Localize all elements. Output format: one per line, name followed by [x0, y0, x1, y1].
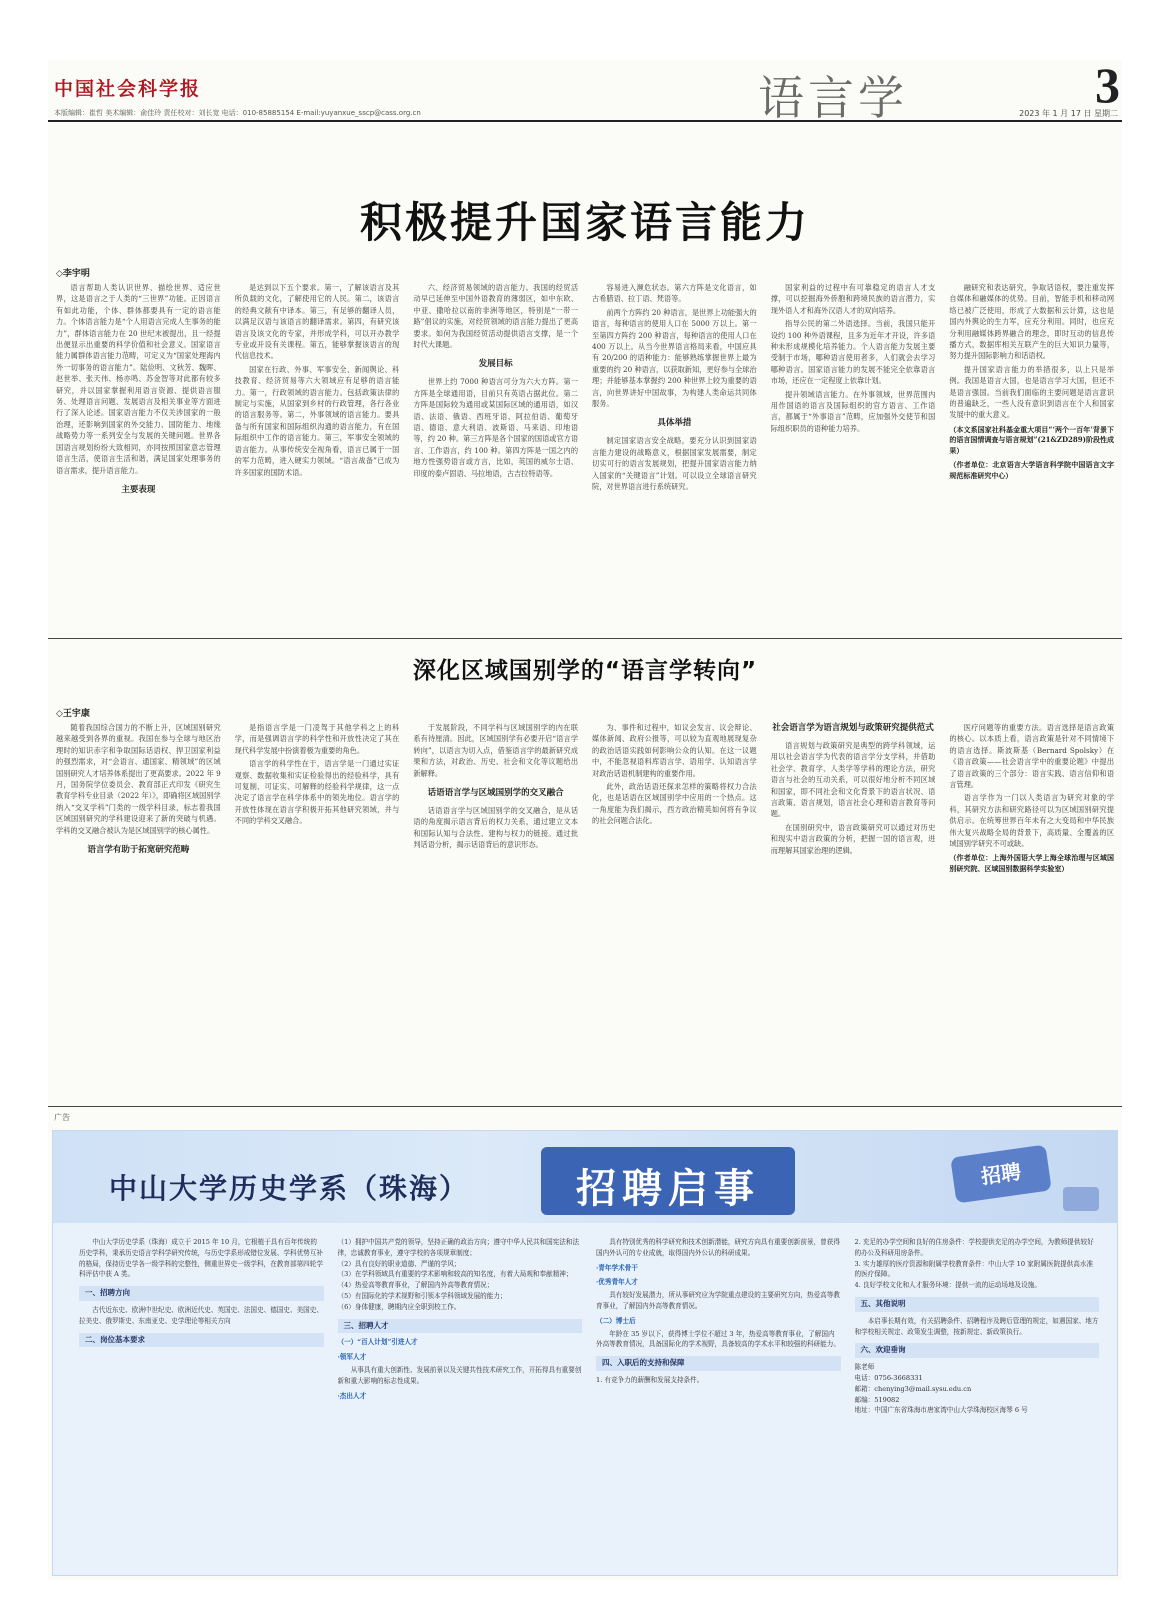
paper-name: 中国社会科学报: [54, 78, 202, 100]
ad-banner: [53, 1131, 1118, 1223]
ad-column: [596, 1237, 841, 1567]
paragraph: 在国别研究中，语言政策研究可以通过对历史和现实中语言政策的分析，把握一国的语言观，进而理解其国家治理的逻辑。: [770, 822, 936, 855]
article2-column: [949, 722, 1114, 1098]
ad-talent-type: ·青年学术骨干: [596, 1263, 638, 1272]
ad-subsection: （一）“百人计划”引进人才: [337, 1338, 418, 1347]
article2-column: [592, 722, 757, 1098]
article1-author: ◇李宇明: [56, 269, 90, 279]
ad-talent-type: ·杰出人才: [337, 1391, 367, 1400]
paragraph: 医疗问题等的重要方法。语言选择是语言政策的核心。以本质上看，语言政策是针对不同情境下的语言选择。斯波斯基（Bernard Spolsky）在《语言政策——社会语言学中的重要论题》中提出了语言政策的三个部分：语言实践、语言信仰和语言管理。: [949, 723, 1115, 790]
ad-requirement: （6）身体健康，聘期内应全职到校工作。: [337, 1302, 461, 1311]
article1-column: [413, 282, 578, 622]
ad-postcode: 邮编：519082: [854, 1395, 900, 1404]
ad-talent-type: ·领军人才: [337, 1353, 367, 1362]
article2-column: [413, 722, 578, 1098]
paragraph: 语言规划与政策研究是典型的跨学科领域，运用以社会语言学为代表的语言学分支学科，并借助社会学、教育学、人类学等学科的理论方法，研究语言与社会的互动关系，可以很好地分析不同区域和国家，即不同社会和文化背景下的语言状况、语言政策、语言规划，语言社会心理和语言教育等问题。: [770, 741, 936, 819]
ad-postdoc-desc: 年龄在 35 岁以下，获得博士学位不超过 3 年，热爱高等教育事业，了解国内外高等教育情况，具备国际化的学术视野，具备较高的学术水平和较强的科研能力。: [596, 1329, 840, 1349]
author-affiliation: （作者单位：上海外国语大学上海全球治理与区域国别研究院、区域国别数据科学实验室）: [949, 853, 1115, 873]
ad-support-item: 4. 良好学校文化和人才服务环境：提供一流的运动场地及设施。: [854, 1281, 1041, 1290]
paragraph: 话语语言学与区域国别学的交叉融合，是从话语的角度揭示语言背后的权力关系，通过建立文本和国际认知与合法性、建构与权力的链接。通过批判话语分析，揭示话语背后的意识形态。: [413, 806, 579, 850]
ad-column: [79, 1237, 324, 1567]
ad-label: 广告: [54, 1113, 70, 1122]
paragraph: 为、事件和过程中，如议会发言、议会辩论、媒体新闻、政府公报等，可以较为直观地展现复杂的政治话语实践如何影响公众的认知。在这一议题中，不能忽视语料库语言学、语用学、认知语言学对政治话语机制建构的重要作用。: [592, 723, 757, 778]
ad-phone: 电话：0756-3668331: [854, 1373, 923, 1382]
subhead: 话语语言学与区域国别学的交叉融合: [427, 788, 564, 799]
subhead: 发展目标: [478, 359, 513, 370]
masthead: [48, 57, 1122, 125]
ad-divider: [48, 1106, 1122, 1107]
subhead: 社会语言学为语言规划与政策研究提供范式: [772, 723, 934, 733]
ad-requirement: （5）有国际化的学术视野和引领本学科领域发展的能力；: [337, 1291, 507, 1300]
ad-other-notes: 本启事长期有效，有关招聘条件、招聘程序及聘后管理的规定，如遇国家、地方和学校相关规定、政策发生调整，按新规定、新政策执行。: [854, 1316, 1099, 1336]
paragraph: 此外，政治话语还探求怎样的策略将权力合法化，也是话语在区域国别学中应用的一个热点。这一角度能为我们揭示，西方政治精英如何将有争议的社会问题合法化。: [592, 782, 757, 826]
ad-body: [79, 1237, 1099, 1567]
ad-requirement: （3）在学科领域具有重要的学术影响和较高的知名度，有着大局观和奉献精神；: [337, 1270, 573, 1279]
paragraph: 语言学作为一门以人类语言为研究对象的学科，其研究方法和研究路径可以为区域国别研究提供启示。在统筹世界百年未有之大变局和中华民族伟大复兴战略全局的背景下，高质量、全覆盖的区域国别学研究不可或缺。: [949, 793, 1115, 849]
article2-body: [56, 722, 1114, 1098]
paragraph: 国家利益的过程中有可靠稳定的语言人才支撑，可以挖掘海外侨胞和跨境民族的语言潜力，实现外语人才和海外汉语人才的双向培养。: [770, 283, 936, 315]
article2-headline: 深化区域国别学的“语言学转向”: [412, 658, 758, 684]
paragraph: 六、经济贸易领域的语言能力。我国的经贸活动早已延伸至中国外语教育的薄弱区，如中东欧、中亚、撒哈拉以南的非洲等地区，特别是“一带一路”倡议的实施，对经贸领域的语言能力提出了更高要求。如何为我国经贸活动提供语言支撑，是一个时代大课题。: [413, 283, 579, 350]
article2-column: [771, 722, 936, 1098]
article1-column: [235, 282, 400, 622]
ad-badge-label: 招聘: [979, 1159, 1023, 1189]
paragraph: 随着我国综合国力的不断上升，区域国别研究越来越受到各界的重视。我国在参与全球与地区治理时的知识赤字和争取国际话语权、捍卫国家利益的强烈需求，对“会语言、通国家、精领域”的区域国别研究人才培养体系提出了更高要求。2022 年 9 月，国务院学位委员会、教育部正式印发《研究生教育学科专业目录（2022 年）》，即确将区域国别学纳入“交叉学科”门类的一级学科目录，标志着我国区域国别研究的学科建设迎来了新的突破与机遇。学科的交叉融合被认为是区域国别学的核心属性。: [56, 723, 221, 835]
paragraph: 融研究和表达研究，争取话语权，要注重发挥自媒体和融媒体的优势。目前，智能手机和移动网络已被广泛使用，形成了大数据和云计算，这也是国内外舆论的生力军，应充分利用。同时，也应充分利用融媒体跨界融合的理念，即时互动的信息传播方式，数据库相关互联产生的巨大知识力量等，努力提升国际影响力和话语权。: [949, 283, 1115, 361]
article1-column: [56, 282, 221, 622]
ad-support-item: 2. 充足的办学空间和良好的住房条件：学校提供充足的办学空间，为教师提供较好的办公及科研用房条件。: [854, 1238, 1094, 1257]
paragraph: 是达到以下五个要求。第一，了解该语言及其所负载的文化，了解使用它的人民。第二，该语言的经典文献有中译本。第三，有足够的翻译人员，以满足汉语与该语言的翻译需求。第四，有研究该语言及该文化的专家，并形成学科，可以开办教学专业或开设有关课程。第五，能够掌握该语言的现代信息技术。: [234, 283, 400, 361]
ad-section-title: 六、欢迎垂询: [855, 1343, 1100, 1358]
funding-note: （本文系国家社科基金重大项目“‘两个一百年’背景下的语言国情调查与语言规划”(21&ZD289)阶段性成果）: [949, 424, 1115, 455]
article1-body: [56, 282, 1114, 622]
ad-fields: 古代近东史、欧洲中世纪史、欧洲近代史、英国史、法国史、德国史、美国史、拉美史、俄罗斯史、东南亚史、史学理论等相关方向: [79, 1305, 323, 1325]
ad-department: 中山大学历史学系（珠海）: [109, 1172, 470, 1205]
ad-support-item: 3. 实力雄厚的医疗资源和附属学校教育条件：中山大学 10 家附属医院提供高水准的医疗保障。: [854, 1259, 1094, 1279]
paragraph: 国家在行政、外事、军事安全、新闻舆论、科技教育、经济贸易等六大领域应有足够的语言能力。第一，行政领域的语言能力。包括政策法律的制定与实施，从国家到乡村的行政管理，各行各业的语言服务等。第二，外事领域的语言能力。要具备与所有国家和国际组织沟通的语言能力，有在国际组织中工作的语言能力。第三，军事安全领域的语言能力。从事传统安全视角看，语言已属于一国的军力范畴，进入硬实力领域。“语言战备”已成为许多国家的国防术语。: [234, 364, 400, 477]
article2-author: ◇王宇康: [56, 709, 90, 719]
subhead: 语言学有助于拓宽研究范畴: [87, 845, 190, 856]
ad-support-item: 1. 有竞争力的薪酬和发展支持条件。: [596, 1375, 704, 1384]
ad-subsection: （二）博士后: [596, 1316, 636, 1325]
ad-requirement: （4）热爱高等教育事业，了解国内外高等教育情况；: [337, 1281, 494, 1290]
ad-talent-desc: 具有特别优秀的科学研究和技术创新潜能，研究方向具有重要创新前景，曾获得国内外认可的专业成就，取得国内外公认的科研成果。: [596, 1238, 840, 1257]
ad-section-title: 二、岗位基本要求: [79, 1333, 324, 1348]
ad-column: [855, 1237, 1100, 1567]
article2-column: [235, 722, 400, 1098]
paragraph: 语言帮助人类认识世界、描绘世界、适应世界，这是语言之于人类的“三世界”功能。正因语言有如此功能，个体、群体都要具有一定的语言能力。个体语言能力是“个人用语言完成人生事务的能力”，群体语言能力在 20 世纪末被提出，且一经提出便显示出重要的科学价值和社会意义。国家语言能力属群体语言能力范畴，可定义为“国家处理海内外一切事务的语言能力”。陆俭明、文秋芳、魏晖、赵世举、张天伟、杨亦鸣、苏金智等对此都有较多研究，并以国家掌握利用语言资源、提供语言服务、处理语言问题、发展语言及相关事业等方面进行了深入论述。国家语言能力不仅关涉国家的一般治理，还影响到国家的外交能力、国防能力、地缘战略势力等一系列安全与发展的关键问题。世界各国语言规划纷纷大致相同，亦同按照国家意志管理语言生活，使语言生活和谐，满足国家处理事务的语言需求，提升语言能力。: [56, 283, 221, 475]
ad-address: 地址：中国广东省珠海市唐家湾中山大学珠海校区海琴 6 号: [854, 1406, 1028, 1415]
paragraph: 提升国家语言能力的举措很多，以上只是举例。我国是语言大国，也是语言学习大国，但还不是语言强国。当前我们面临的主要问题是语言意识的普遍缺乏，一些人没有意识到语言在个人和国家发展中的重大意义。: [949, 364, 1115, 420]
article1-column: [592, 282, 757, 622]
date-line: 2023 年 1 月 17 日 星期二: [1019, 109, 1118, 118]
ad-section-title: 五、其他说明: [855, 1297, 1100, 1312]
ad-title: 招聘启事: [576, 1166, 760, 1212]
article1-headline: 积极提升国家语言能力: [359, 198, 810, 247]
ad-section-title: 三、招聘人才: [338, 1319, 583, 1334]
paragraph: 前两个方阵约 20 种语言，是世界上功能强大的语言，每种语言的使用人口在 5000 万以上。第一至第四方阵约 200 种语言，每种语言的使用人口在 400 万以上。从当今世界语言格局来看，中国应具有 20/200 的语种能力：能够熟练掌握世界上最为重要的约 20 种语言，以获取新知，更好参与全球治理；并能够基本掌握约 200 种世界上较为重要的语言，向世界讲好中国故事，为构建人类命运共同体服务。: [592, 307, 757, 409]
paragraph: 指导公民的第二外语选择。当前，我国只能开设约 100 种外语课程，且多为近年才开设，许多语种未形成规模化培养能力。个人语言能力发展主要受制于市场，哪种语言使用者多，人们就会去学习哪种语言。国家语言能力的发展不能完全依靠语言市场，还应在一定程度上依靠计划。: [770, 319, 936, 386]
ad-talent-desc: 从事具有重大创新性、发展前景以及关键共性技术研究工作，开拓得具有重要创新和重大影响的标志性成果。: [337, 1365, 582, 1385]
author-affiliation: （作者单位：北京语言大学语言科学院中国语言文字规范标准研究中心）: [949, 460, 1115, 480]
newspaper-page: [48, 57, 1122, 1580]
paragraph: 世界上约 7000 种语言可分为六大方阵。第一方阵是全球通用语，目前只有英语占据此位。第二方阵是国际较为通用或某国际区域的通用语，如汉语、法语、俄语、西班牙语、阿拉伯语、葡萄牙语、德语、意大利语、波斯语、马来语、印地语等，约 20 种。第三方阵是各个国家的国语或官方语言、工作语言，约 100 种。第四方阵是一国之内的地方性强势语言或方言，比如，英国的威尔士语、印度的泰卢固语、马拉地语，古吉拉特语等。: [413, 377, 579, 478]
subhead: 主要表现: [121, 484, 156, 495]
subhead: 具体举措: [657, 418, 692, 429]
ad-talent-desc: 具有较好发展潜力，所从事研究应为学院重点建设的主要研究方向，热爱高等教育事业，了解国内外高等教育情况。: [596, 1291, 840, 1310]
paragraph: 制定国家语言安全战略，要充分认识到国家语言能力建设的战略意义，根据国家发展需要，制定切实可行的语言发展规划，把提升国家语言能力纳入国家的“关键语言”计划。可以设立全球语言研究院，对世界语言进行系统研究。: [592, 436, 757, 492]
ad-title-box: [541, 1147, 795, 1215]
paragraph: 语言学的科学性在于，语言学是一门通过实证观察、数据收集和实证检验得出的经验科学，具有可复制、可证实、可解释的经验科学规律，这一点决定了语言学在科学体系中的领先地位。语言学的开放性体现在语言学积极开拓其他研究领域，并与不同的学科交叉融合。: [234, 759, 400, 826]
paragraph: 于发展阶段，不同学科与区域国别学的内在联系有待厘清。因此，区域国别学有必要开启“语言学转向”，以语言为切入点，借鉴语言学的最新研究成果和方法，对政治、历史、社会和文化等议题给出新解释。: [413, 723, 579, 778]
recruitment-ad: [52, 1130, 1118, 1576]
paragraph: 容易进入濒危状态。第六方阵是文化语言，如古希腊语、拉丁语、梵语等。: [592, 283, 757, 304]
briefcase-icon: [1063, 1187, 1099, 1211]
ad-column: [338, 1237, 583, 1567]
ad-section-title: 一、招聘方向: [79, 1286, 324, 1301]
ad-email[interactable]: 邮箱：chenying3@mail.sysu.edu.cn: [854, 1384, 972, 1393]
ad-requirement: （2）具有良好的职业道德、严谨的学风；: [337, 1259, 461, 1268]
paragraph: 是指语言学是一门凌驾于其他学科之上的科学，而是强调语言学的科学性和开放性决定了其在现代科学发展中扮演着极为重要的角色。: [234, 723, 400, 755]
ad-contact-person: 陈老师: [854, 1363, 875, 1372]
ad-badge: [950, 1145, 1051, 1204]
ad-talent-type: ·优秀青年人才: [596, 1278, 638, 1287]
editors-line: 本版编辑：崔哲 美术编辑：俞佳玲 责任校对：刘长宽 电话：010-85885154 E-mail:yuyanxue_sscp@cass.org.cn: [54, 109, 421, 117]
page-number: 3: [1095, 57, 1120, 113]
ad-intro: 中山大学历史学系（珠海）成立于 2015 年 10 月，它根植于具有百年传统的历史学科，秉承历史语言学科学研究传统，与历史学系形成错位发展、学科优势互补的格局，保持历史学各一级学科的完整性，侧重世界史一级学科，在教育部第四轮学科评估中获 A 类。: [79, 1238, 323, 1279]
article1-column: [771, 282, 936, 622]
article2-column: [56, 722, 221, 1098]
article-divider: [48, 638, 1122, 639]
paragraph: 提升领域语言能力。在外事领域，世界范围内用作国语的语言及国际组织的官方语言、工作语言，都属于“外事语言”范畴，应加强外交使节和国际组织职员的语种能力培养。: [770, 389, 936, 433]
section-title: 语言学: [758, 71, 908, 125]
ad-requirement: （1）拥护中国共产党的领导，坚持正确的政治方向；遵守中华人民共和国宪法和法律，忠诚教育事业，遵守学校的各项规章制度；: [337, 1238, 580, 1257]
article1-column: [949, 282, 1114, 622]
ad-section-title: 四、入职后的支持和保障: [596, 1356, 841, 1371]
